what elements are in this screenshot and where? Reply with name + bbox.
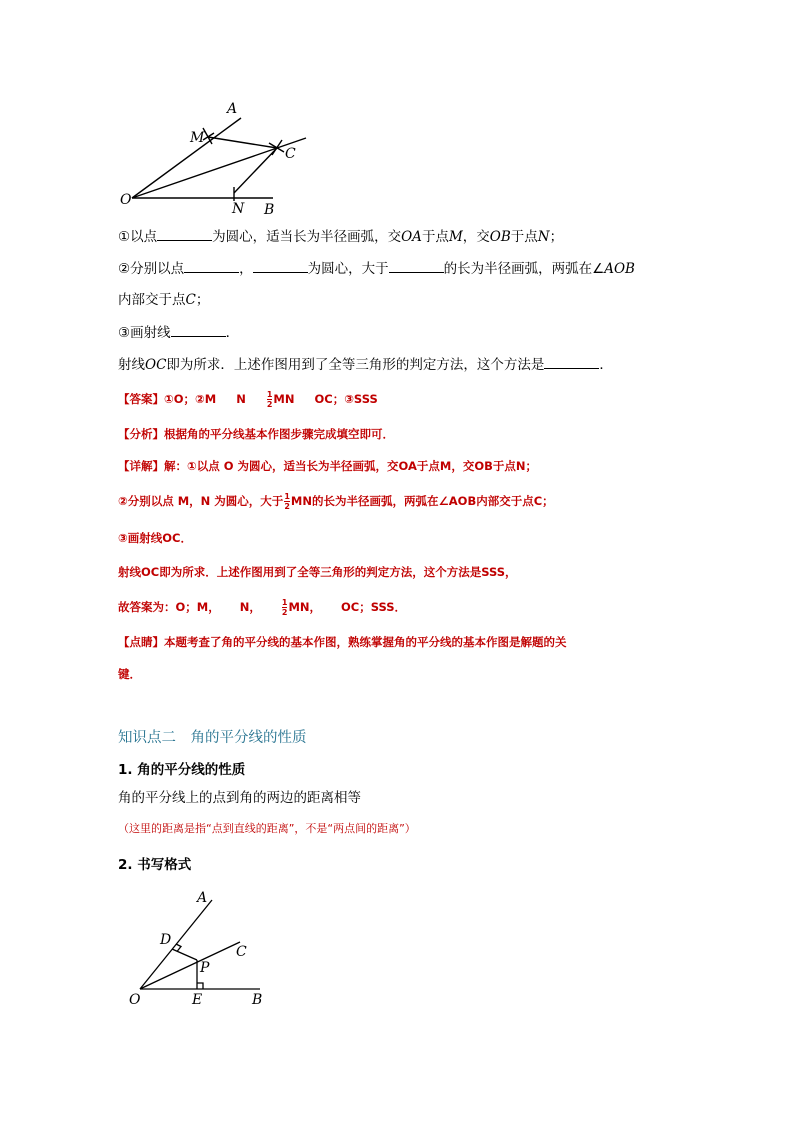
step-1 [118, 226, 563, 247]
angle-bisector-property-figure [122, 882, 282, 1012]
step-3 [118, 322, 239, 343]
detail-text: MN的长为半径画弧，两弧在∠AOB内部交于点C； [290, 494, 554, 508]
answer-line [118, 389, 378, 409]
comment-line-2: 键． [118, 667, 141, 681]
ray-oc [140, 942, 240, 989]
step-1-text: ，交 [462, 229, 490, 245]
step-2-text: ②分别以点 [118, 261, 185, 277]
step-2-text: ； [195, 292, 210, 308]
label-o: O [129, 992, 141, 1008]
step-2-text: 为圆心，大于 [307, 261, 389, 277]
step-3-text: ③画射线 [118, 325, 171, 341]
step-2 [118, 258, 635, 279]
label-e: E [192, 992, 203, 1008]
step-1-text: 于点 [421, 229, 449, 245]
answer-label: 【答案】①O；②M [118, 392, 217, 406]
answer-blank[interactable] [157, 226, 212, 241]
fraction-numerator: 1 [284, 492, 290, 501]
fraction-denominator: 2 [266, 400, 273, 409]
math-c: C [185, 292, 196, 308]
step-4-text: 即为所求．上述作图用到了全等三角形的判定方法，这个方法是 [166, 357, 545, 373]
math-m: M [448, 229, 463, 245]
detail-text: MN， [288, 600, 322, 614]
math-n: N [537, 229, 550, 245]
segment-mc [208, 137, 277, 148]
detail-text: N， [239, 600, 261, 614]
fraction-half [267, 390, 273, 409]
fraction-half [282, 598, 288, 617]
step-4 [118, 354, 613, 375]
step-1-text: ； [549, 229, 564, 245]
analysis-line: 【分析】根据角的平分线基本作图步骤完成填空即可． [118, 427, 394, 441]
label-n: N [232, 201, 245, 217]
fraction-denominator: 2 [281, 608, 288, 617]
detail-text: OC；SSS． [341, 600, 407, 614]
angle-bisector-construction-figure [110, 95, 320, 220]
step-2-cont [118, 290, 209, 310]
right-angle-mark-d [176, 944, 181, 952]
step-4-text: ． [599, 357, 613, 373]
detail-line-5 [118, 597, 406, 617]
answer-mn: MN [273, 392, 295, 406]
step-4-text: 射线 [118, 357, 145, 373]
section-title: 知识点二 角的平分线的性质 [118, 730, 307, 746]
fraction-numerator: 1 [281, 598, 288, 607]
label-b: B [252, 992, 263, 1008]
answer-blank[interactable] [253, 258, 308, 273]
math-ob: OB [489, 229, 511, 245]
fraction-numerator: 1 [266, 390, 273, 399]
right-angle-mark-e [197, 983, 203, 989]
label-m: M [190, 130, 205, 146]
answer-blank[interactable] [171, 322, 226, 337]
detail-text: 故答案为：O；M， [118, 600, 220, 614]
label-p: P [200, 960, 210, 976]
fraction-denominator: 2 [284, 502, 290, 511]
answer-rest: OC；③SSS [314, 392, 378, 406]
distance-note: （这里的距离是指“点到直线的距离”，不是“两点间的距离”） [118, 822, 416, 835]
answer-n: N [236, 392, 246, 406]
step-1-text: ①以点 [118, 229, 158, 245]
detail-line-4: 射线OC即为所求．上述作图用到了全等三角形的判定方法，这个方法是SSS， [118, 565, 517, 579]
comment-line-1: 【点睛】本题考查了角的平分线的基本作图，熟练掌握角的平分线的基本作图是解题的关 [118, 635, 567, 649]
heading-format: 2. 书写格式 [118, 857, 192, 873]
ray-oc [132, 138, 306, 198]
math-oa: OA [401, 229, 422, 245]
answer-blank[interactable] [544, 354, 599, 369]
step-2-text: ， [239, 261, 253, 277]
step-2-text: 内部交于点 [118, 292, 186, 308]
detail-line-3: ③画射线OC． [118, 531, 192, 545]
label-o: O [120, 192, 132, 208]
heading-property: 1. 角的平分线的性质 [118, 762, 246, 778]
detail-line-2 [118, 491, 554, 511]
label-a: A [197, 890, 208, 906]
step-1-text: 为圆心，适当长为半径画弧，交 [212, 229, 402, 245]
detail-text: ②分别以点 M，N 为圆心，大于 [118, 494, 284, 508]
label-b: B [264, 202, 275, 218]
label-d: D [160, 932, 172, 948]
label-c: C [236, 944, 247, 960]
math-aob: AOB [604, 261, 635, 277]
answer-blank[interactable] [389, 258, 444, 273]
label-c: C [285, 146, 296, 162]
fraction-half [284, 492, 290, 511]
perpendicular-pd [172, 949, 197, 960]
math-oc: OC [145, 357, 167, 373]
property-text: 角的平分线上的点到角的两边的距离相等 [118, 790, 361, 806]
detail-line-1: 【详解】解：①以点 O 为圆心，适当长为半径画弧，交OA于点M，交OB于点N； [118, 459, 537, 473]
step-1-text: 于点 [510, 229, 538, 245]
label-a: A [227, 101, 238, 117]
ray-oa [132, 118, 241, 198]
answer-blank[interactable] [184, 258, 239, 273]
step-2-text: 的长为半径画弧，两弧在∠ [443, 261, 605, 277]
step-3-text: ． [225, 325, 240, 341]
